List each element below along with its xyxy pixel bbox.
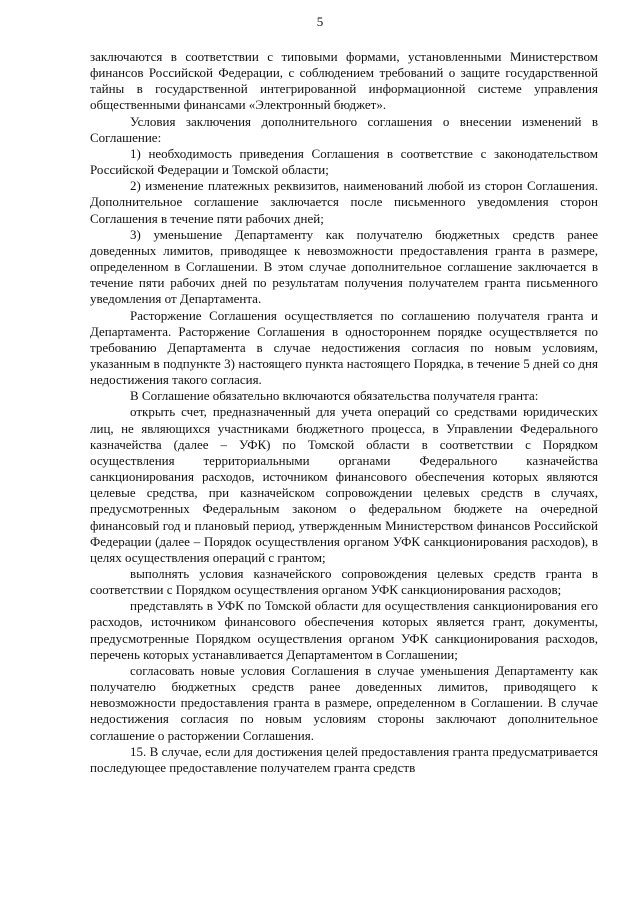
list-item: представлять в УФК по Томской области для осуществления санкционирования его расходов, источником финансового обеспечения которых является грант, документы, предусмотренные Порядком осуществления органом УФК санкционирования расходов, перечень которых устанавливается Департаментом в Соглашении; [90, 598, 598, 662]
list-item: выполнять условия казначейского сопровождения целевых средств гранта в соответствии с Порядком осуществления органом УФК санкционирования расходов; [90, 566, 598, 598]
list-item: согласовать новые условия Соглашения в случае уменьшения Департаменту как получателю бюджетных средств ранее доведенных лимитов, приводящего к невозможности предоставления гранта в размере, определенном в Соглашении. В случае недостижения согласия по новым условиям стороны заключают дополнительное соглашение о расторжении Соглашения. [90, 662, 598, 743]
list-item: 2) изменение платежных реквизитов, наименований любой из сторон Соглашения. Дополнительное соглашение заключается после письменного уведомления сторон Соглашения в течение пяти рабочих дней; [90, 178, 598, 226]
paragraph: Условия заключения дополнительного соглашения о внесении изменений в Соглашение: [90, 113, 598, 145]
list-item: 3) уменьшение Департаменту как получателю бюджетных средств ранее доведенных лимитов, приводящее к невозможности предоставления гранта в размере, определенном в Соглашении. В этом случае дополнительное соглашение заключается в течение пяти рабочих дней по результатам получения получателем гранта письменного уведомления от Департамента. [90, 226, 598, 307]
paragraph: В Соглашение обязательно включаются обязательства получателя гранта: [130, 388, 539, 404]
paragraph: 15. В случае, если для достижения целей предоставления гранта предусматривается последующее предоставление получателем гранта средств [90, 743, 598, 775]
page-number: 5 [316, 14, 324, 29]
list-item: 1) необходимость приведения Соглашения в соответствие с законодательством Российской Федерации и Томской области; [90, 145, 598, 178]
list-item: открыть счет, предназначенный для учета операций со средствами юридических лиц, не являющихся участниками бюджетного процесса, в Управлении Федерального казначейства (далее – УФК) по Томской области в соответствии с Порядком осуществления территориальными органами Федерального казначейства санкционирования расходов, источником финансового обеспечения которых являются целевые средства, при казначейском сопровождении целевых средств в случаях, предусмотренных Федеральным законом о федеральном бюджете на очередной финансовый год и плановый период, утвержденным Министерством финансов Российской Федерации (далее – Порядок осуществления органом УФК санкционирования расходов), в целях осуществления операций с грантом; [90, 404, 598, 565]
paragraph: заключаются в соответствии с типовыми формами, установленными Министерством финансов Российской Федерации, с соблюдением требований о защите государственной тайны в государственной интегрированной информационной системе управления общественными финансами «Электронный бюджет». [90, 49, 598, 113]
paragraph: Расторжение Соглашения осуществляется по соглашению получателя гранта и Департамента. Расторжение Соглашения в одностороннем порядке осуществляется по требованию Департамента в случае недостижения согласия по новым условиям, указанным в подпункте 3) настоящего пункта настоящего Порядка, в течение 5 дней со дня недостижения такого согласия. [90, 307, 598, 388]
document-body [90, 49, 598, 776]
